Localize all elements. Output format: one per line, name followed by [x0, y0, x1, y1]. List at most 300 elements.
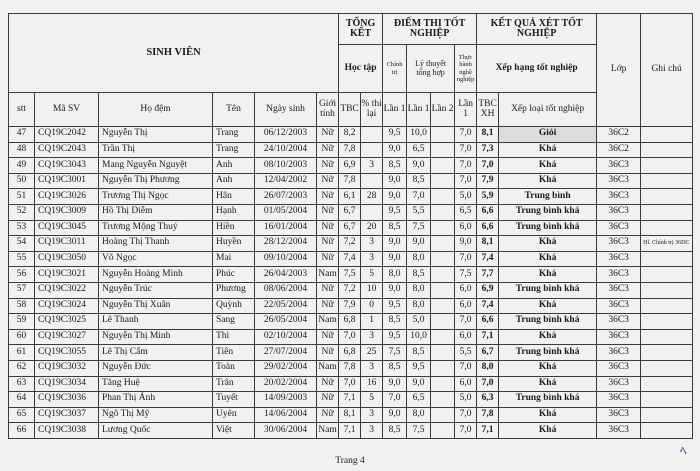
header-lan1-chinh-tri: Lần 1	[383, 93, 407, 127]
given-name-cell: Mai	[213, 251, 255, 267]
theory-score-2-cell	[431, 298, 455, 314]
politics-score-cell: 9,5	[383, 329, 407, 345]
class-cell: 36C3	[597, 407, 641, 423]
theory-score-1-cell: 7,5	[407, 220, 431, 236]
theory-score-2-cell	[431, 423, 455, 439]
ranking-gpa-cell: 5,9	[477, 189, 499, 205]
classification-cell: Khá	[499, 251, 597, 267]
stt-cell: 59	[9, 314, 35, 330]
theory-score-2-cell	[431, 142, 455, 158]
header-gioi-tinh: Giới tính	[317, 93, 339, 127]
gender-cell: Nữ	[317, 329, 339, 345]
theory-score-1-cell: 8,0	[407, 298, 431, 314]
gpa-cell: 7,1	[339, 423, 361, 439]
birth-date-cell: 29/02/2004	[255, 360, 317, 376]
header-ly-thuyet: Lý thuyết tổng hợp	[407, 45, 455, 93]
ranking-gpa-cell: 8,0	[477, 360, 499, 376]
family-name-cell: Tăng Huệ	[99, 376, 213, 392]
theory-score-1-cell: 7,5	[407, 423, 431, 439]
gpa-cell: 7,5	[339, 267, 361, 283]
student-id-cell: CQ19C3045	[35, 220, 99, 236]
practice-score-cell: 7,0	[455, 158, 477, 174]
header-ket-qua: KẾT QUẢ XÉT TỐT NGHIỆP	[477, 14, 597, 45]
gpa-cell: 8,2	[339, 127, 361, 143]
theory-score-2-cell	[431, 392, 455, 408]
classification-cell: Trung bình khá	[499, 345, 597, 361]
gender-cell: Nữ	[317, 376, 339, 392]
family-name-cell: Lê Thanh	[99, 314, 213, 330]
politics-score-cell: 9,0	[383, 173, 407, 189]
theory-score-2-cell	[431, 220, 455, 236]
ranking-gpa-cell: 7,0	[477, 376, 499, 392]
given-name-cell: Phúc	[213, 267, 255, 283]
family-name-cell: Trương Thị Ngọc	[99, 189, 213, 205]
theory-score-1-cell: 8,5	[407, 345, 431, 361]
gpa-cell: 7,9	[339, 298, 361, 314]
table-row	[9, 298, 693, 314]
practice-score-cell: 5,0	[455, 392, 477, 408]
header-chinh-tri: Chính trị	[383, 45, 407, 93]
header-lan1-ly-thuyet: Lần 1	[407, 93, 431, 127]
politics-score-cell: 8,5	[383, 314, 407, 330]
header-stt: stt	[9, 93, 35, 127]
practice-score-cell: 7,0	[455, 142, 477, 158]
birth-date-cell: 06/12/2003	[255, 127, 317, 143]
stt-cell: 66	[9, 423, 35, 439]
practice-score-cell: 7,0	[455, 314, 477, 330]
gender-cell: Nữ	[317, 220, 339, 236]
stt-cell: 64	[9, 392, 35, 408]
student-id-cell: CQ19C3027	[35, 329, 99, 345]
student-id-cell: CQ19C3050	[35, 251, 99, 267]
note-cell: Hl. Chính trị 36DC	[641, 236, 693, 252]
ranking-gpa-cell: 7,1	[477, 329, 499, 345]
given-name-cell: Phương	[213, 282, 255, 298]
gender-cell: Nam	[317, 360, 339, 376]
class-cell: 36C3	[597, 173, 641, 189]
theory-score-2-cell	[431, 158, 455, 174]
ranking-gpa-cell: 6,9	[477, 282, 499, 298]
class-cell: 36C3	[597, 189, 641, 205]
classification-cell: Khá	[499, 173, 597, 189]
classification-cell: Trung bình khá	[499, 204, 597, 220]
classification-cell: Khá	[499, 329, 597, 345]
family-name-cell: Ngô Thị Mỹ	[99, 407, 213, 423]
given-name-cell: Tiên	[213, 345, 255, 361]
student-id-cell: CQ19C3036	[35, 392, 99, 408]
birth-date-cell: 08/10/2003	[255, 158, 317, 174]
theory-score-1-cell: 10,0	[407, 329, 431, 345]
stt-cell: 60	[9, 329, 35, 345]
header-thuc-hanh: Thực hành nghề nghiệp	[455, 45, 477, 93]
table-row	[9, 158, 693, 174]
ranking-gpa-cell: 8,1	[477, 236, 499, 252]
practice-score-cell: 6,0	[455, 376, 477, 392]
retake-percent-cell: 3	[361, 251, 383, 267]
birth-date-cell: 08/06/2004	[255, 282, 317, 298]
classification-cell: Trung bình	[499, 189, 597, 205]
retake-percent-cell: 25	[361, 345, 383, 361]
table-body	[9, 127, 693, 439]
theory-score-2-cell	[431, 282, 455, 298]
retake-percent-cell: 16	[361, 376, 383, 392]
gender-cell: Nữ	[317, 142, 339, 158]
theory-score-1-cell: 9,5	[407, 360, 431, 376]
header-ma-sv: Mã SV	[35, 93, 99, 127]
politics-score-cell: 9,0	[383, 407, 407, 423]
gender-cell: Nữ	[317, 345, 339, 361]
stt-cell: 52	[9, 204, 35, 220]
politics-score-cell: 9,0	[383, 236, 407, 252]
gender-cell: Nữ	[317, 407, 339, 423]
student-id-cell: CQ19C3024	[35, 298, 99, 314]
birth-date-cell: 28/12/2004	[255, 236, 317, 252]
ranking-gpa-cell: 7,3	[477, 142, 499, 158]
politics-score-cell: 7,0	[383, 392, 407, 408]
gpa-cell: 7,4	[339, 251, 361, 267]
class-cell: 36C3	[597, 251, 641, 267]
gpa-cell: 7,0	[339, 329, 361, 345]
politics-score-cell: 8,5	[383, 158, 407, 174]
header-lan1-thuc-hanh: Lần 1	[455, 93, 477, 127]
family-name-cell: Nguyễn Thị	[99, 127, 213, 143]
family-name-cell: Hoàng Thị Thanh	[99, 236, 213, 252]
given-name-cell: Hân	[213, 189, 255, 205]
class-cell: 36C3	[597, 204, 641, 220]
politics-score-cell: 8,5	[383, 360, 407, 376]
ranking-gpa-cell: 6,7	[477, 345, 499, 361]
gpa-cell: 7,2	[339, 236, 361, 252]
signature-mark: ﾍ	[680, 443, 687, 458]
birth-date-cell: 24/10/2004	[255, 142, 317, 158]
family-name-cell: Lương Quốc	[99, 423, 213, 439]
politics-score-cell: 8,5	[383, 423, 407, 439]
class-cell: 36C2	[597, 142, 641, 158]
note-cell	[641, 158, 693, 174]
note-cell	[641, 423, 693, 439]
student-id-cell: CQ19C3032	[35, 360, 99, 376]
family-name-cell: Mang Nguyễn Nguyệt	[99, 158, 213, 174]
classification-cell: Khá	[499, 298, 597, 314]
student-id-cell: CQ19C3055	[35, 345, 99, 361]
student-id-cell: CQ19C3021	[35, 267, 99, 283]
family-name-cell: Phan Thị Ánh	[99, 392, 213, 408]
ranking-gpa-cell: 6,3	[477, 392, 499, 408]
graduation-results-sheet	[8, 13, 692, 439]
classification-cell: Khá	[499, 267, 597, 283]
theory-score-2-cell	[431, 127, 455, 143]
retake-percent-cell: 28	[361, 189, 383, 205]
note-cell	[641, 329, 693, 345]
class-cell: 36C3	[597, 298, 641, 314]
retake-percent-cell: 3	[361, 158, 383, 174]
gpa-cell: 8,1	[339, 407, 361, 423]
student-id-cell: CQ19C3026	[35, 189, 99, 205]
gpa-cell: 6,8	[339, 314, 361, 330]
note-cell	[641, 173, 693, 189]
table-row	[9, 173, 693, 189]
family-name-cell: Lê Thị Cẩm	[99, 345, 213, 361]
note-cell	[641, 267, 693, 283]
class-cell: 36C2	[597, 127, 641, 143]
politics-score-cell: 8,5	[383, 220, 407, 236]
stt-cell: 65	[9, 407, 35, 423]
birth-date-cell: 02/10/2004	[255, 329, 317, 345]
practice-score-cell: 7,0	[455, 251, 477, 267]
practice-score-cell: 5,0	[455, 189, 477, 205]
retake-percent-cell: 0	[361, 298, 383, 314]
header-hoc-tap: Học tập	[339, 45, 383, 93]
header-ghi-chu: Ghi chú	[641, 14, 693, 127]
class-cell: 36C3	[597, 236, 641, 252]
theory-score-2-cell	[431, 173, 455, 189]
classification-cell: Khá	[499, 360, 597, 376]
note-cell	[641, 376, 693, 392]
stt-cell: 54	[9, 236, 35, 252]
table-header	[9, 14, 693, 127]
header-ho-dem: Họ đệm	[99, 93, 213, 127]
ranking-gpa-cell: 7,4	[477, 298, 499, 314]
gender-cell: Nữ	[317, 189, 339, 205]
family-name-cell: Nguyễn Thị Phương	[99, 173, 213, 189]
politics-score-cell: 9,0	[383, 189, 407, 205]
gender-cell: Nữ	[317, 127, 339, 143]
classification-cell: Trung bình khá	[499, 220, 597, 236]
classification-cell: Giỏi	[499, 127, 597, 143]
table-row	[9, 127, 693, 143]
class-cell: 36C3	[597, 282, 641, 298]
gpa-cell: 6,8	[339, 345, 361, 361]
gender-cell: Nữ	[317, 251, 339, 267]
given-name-cell: Việt	[213, 423, 255, 439]
header-ngay-sinh: Ngày sinh	[255, 93, 317, 127]
header-tong-ket: TỔNG KẾT	[339, 14, 383, 45]
birth-date-cell: 01/05/2004	[255, 204, 317, 220]
table-row	[9, 236, 693, 252]
theory-score-2-cell	[431, 236, 455, 252]
politics-score-cell: 7,5	[383, 345, 407, 361]
given-name-cell: Trân	[213, 376, 255, 392]
gender-cell: Nữ	[317, 173, 339, 189]
classification-cell: Khá	[499, 407, 597, 423]
retake-percent-cell	[361, 204, 383, 220]
theory-score-1-cell: 8,5	[407, 173, 431, 189]
birth-date-cell: 26/04/2003	[255, 267, 317, 283]
given-name-cell: Hạnh	[213, 204, 255, 220]
classification-cell: Khá	[499, 142, 597, 158]
note-cell	[641, 204, 693, 220]
practice-score-cell: 7,0	[455, 173, 477, 189]
theory-score-1-cell: 8,0	[407, 251, 431, 267]
gpa-cell: 7,2	[339, 282, 361, 298]
table-row	[9, 407, 693, 423]
theory-score-2-cell	[431, 360, 455, 376]
politics-score-cell: 8,0	[383, 267, 407, 283]
note-cell	[641, 189, 693, 205]
note-cell	[641, 282, 693, 298]
practice-score-cell: 6,5	[455, 204, 477, 220]
theory-score-2-cell	[431, 189, 455, 205]
theory-score-1-cell: 9,0	[407, 158, 431, 174]
student-id-cell: CQ19C3022	[35, 282, 99, 298]
gpa-cell: 6,7	[339, 220, 361, 236]
gender-cell: Nữ	[317, 392, 339, 408]
table-row	[9, 345, 693, 361]
student-id-cell: CQ19C3001	[35, 173, 99, 189]
ranking-gpa-cell: 7,0	[477, 158, 499, 174]
student-id-cell: CQ19C3034	[35, 376, 99, 392]
stt-cell: 57	[9, 282, 35, 298]
header-xep-hang: Xếp hạng tốt nghiệp	[477, 45, 597, 93]
retake-percent-cell: 3	[361, 423, 383, 439]
table-row	[9, 282, 693, 298]
note-cell	[641, 392, 693, 408]
student-id-cell: CQ19C3037	[35, 407, 99, 423]
theory-score-2-cell	[431, 204, 455, 220]
family-name-cell: Hồ Thị Diễm	[99, 204, 213, 220]
retake-percent-cell: 10	[361, 282, 383, 298]
stt-cell: 51	[9, 189, 35, 205]
gender-cell: Nữ	[317, 236, 339, 252]
classification-cell: Trung bình khá	[499, 282, 597, 298]
classification-cell: Khá	[499, 423, 597, 439]
class-cell: 36C3	[597, 423, 641, 439]
stt-cell: 63	[9, 376, 35, 392]
given-name-cell: Anh	[213, 158, 255, 174]
table-row	[9, 376, 693, 392]
theory-score-2-cell	[431, 314, 455, 330]
header-tbc-xh: TBC XH	[477, 93, 499, 127]
table-row	[9, 314, 693, 330]
politics-score-cell: 9,0	[383, 142, 407, 158]
practice-score-cell: 6,0	[455, 329, 477, 345]
practice-score-cell: 9,0	[455, 236, 477, 252]
student-id-cell: CQ19C3011	[35, 236, 99, 252]
student-id-cell: CQ19C2042	[35, 127, 99, 143]
table-row	[9, 142, 693, 158]
table-row	[9, 251, 693, 267]
ranking-gpa-cell: 8,1	[477, 127, 499, 143]
practice-score-cell: 7,0	[455, 423, 477, 439]
retake-percent-cell: 20	[361, 220, 383, 236]
ranking-gpa-cell: 7,9	[477, 173, 499, 189]
note-cell	[641, 127, 693, 143]
gender-cell: Nữ	[317, 298, 339, 314]
classification-cell: Khá	[499, 236, 597, 252]
retake-percent-cell: 3	[361, 329, 383, 345]
retake-percent-cell	[361, 127, 383, 143]
retake-percent-cell: 1	[361, 314, 383, 330]
note-cell	[641, 407, 693, 423]
theory-score-1-cell: 8,0	[407, 282, 431, 298]
birth-date-cell: 14/06/2004	[255, 407, 317, 423]
practice-score-cell: 7,5	[455, 267, 477, 283]
given-name-cell: Thi	[213, 329, 255, 345]
note-cell	[641, 345, 693, 361]
family-name-cell: Nguyễn Hoàng Minh	[99, 267, 213, 283]
header-ten: Tên	[213, 93, 255, 127]
theory-score-2-cell	[431, 251, 455, 267]
given-name-cell: Sang	[213, 314, 255, 330]
gender-cell: Nữ	[317, 204, 339, 220]
birth-date-cell: 20/02/2004	[255, 376, 317, 392]
gpa-cell: 7,0	[339, 376, 361, 392]
retake-percent-cell: 3	[361, 407, 383, 423]
ranking-gpa-cell: 6,6	[477, 314, 499, 330]
birth-date-cell: 14/09/2003	[255, 392, 317, 408]
table-row	[9, 220, 693, 236]
birth-date-cell: 26/07/2003	[255, 189, 317, 205]
retake-percent-cell: 5	[361, 392, 383, 408]
ranking-gpa-cell: 6,6	[477, 204, 499, 220]
retake-percent-cell	[361, 142, 383, 158]
classification-cell: Trung bình khá	[499, 314, 597, 330]
family-name-cell: Nguyễn Trúc	[99, 282, 213, 298]
note-cell	[641, 298, 693, 314]
student-id-cell: CQ19C3043	[35, 158, 99, 174]
politics-score-cell: 9,5	[383, 127, 407, 143]
practice-score-cell: 5,5	[455, 345, 477, 361]
practice-score-cell: 6,0	[455, 220, 477, 236]
ranking-gpa-cell: 7,4	[477, 251, 499, 267]
practice-score-cell: 7,0	[455, 407, 477, 423]
gpa-cell: 7,8	[339, 173, 361, 189]
given-name-cell: Uyên	[213, 407, 255, 423]
stt-cell: 49	[9, 158, 35, 174]
table-row	[9, 204, 693, 220]
gpa-cell: 6,1	[339, 189, 361, 205]
graduation-results-table	[8, 13, 693, 439]
birth-date-cell: 22/05/2004	[255, 298, 317, 314]
stt-cell: 56	[9, 267, 35, 283]
class-cell: 36C3	[597, 376, 641, 392]
birth-date-cell: 27/07/2004	[255, 345, 317, 361]
theory-score-2-cell	[431, 329, 455, 345]
theory-score-1-cell: 8,0	[407, 407, 431, 423]
practice-score-cell: 7,0	[455, 127, 477, 143]
ranking-gpa-cell: 7,1	[477, 423, 499, 439]
student-id-cell: CQ19C3025	[35, 314, 99, 330]
note-cell	[641, 314, 693, 330]
table-row	[9, 423, 693, 439]
gpa-cell: 6,9	[339, 158, 361, 174]
theory-score-2-cell	[431, 267, 455, 283]
page-number: Trang 4	[335, 456, 365, 466]
theory-score-1-cell: 9,0	[407, 236, 431, 252]
politics-score-cell: 9,0	[383, 376, 407, 392]
student-id-cell: CQ19C3038	[35, 423, 99, 439]
student-id-cell: CQ19C2043	[35, 142, 99, 158]
header-lop: Lớp	[597, 14, 641, 127]
header-tbc: TBC	[339, 93, 361, 127]
theory-score-2-cell	[431, 407, 455, 423]
theory-score-2-cell	[431, 376, 455, 392]
birth-date-cell: 09/10/2004	[255, 251, 317, 267]
class-cell: 36C3	[597, 220, 641, 236]
header-sinh-vien: SINH VIÊN	[9, 14, 339, 93]
classification-cell: Khá	[499, 376, 597, 392]
class-cell: 36C3	[597, 267, 641, 283]
table-row	[9, 360, 693, 376]
class-cell: 36C3	[597, 345, 641, 361]
practice-score-cell: 6,0	[455, 298, 477, 314]
note-cell	[641, 142, 693, 158]
header-xep-loai: Xếp loại tốt nghiệp	[499, 93, 597, 127]
given-name-cell: Hiền	[213, 220, 255, 236]
theory-score-1-cell: 6,5	[407, 142, 431, 158]
practice-score-cell: 7,0	[455, 360, 477, 376]
given-name-cell: Trang	[213, 127, 255, 143]
